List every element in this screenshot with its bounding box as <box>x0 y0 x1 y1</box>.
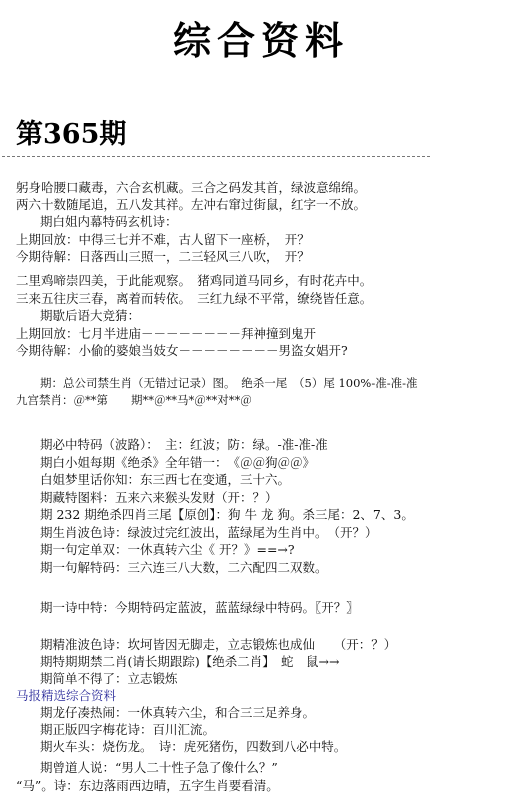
text-line: 期龙仔凑热闹：一休真转六尘，和合三三足养身。 <box>40 705 316 720</box>
text-line: 今期待解：小偷的婆娘当妓女－－－－－－－－男盗女娼开? <box>16 343 348 358</box>
text-line: 期简单不得了：立志锻炼 <box>40 671 178 686</box>
text-line: 期：总公司禁生肖（无错过记录）图。 绝杀一尾 （5）尾 100%-准-准-准 <box>40 376 418 390</box>
divider <box>2 156 430 157</box>
text-line: 期必中特码（波路）： 主：红波；防：绿。-准-准-准 <box>40 437 328 452</box>
text-line: 白姐梦里话你知：东三西七在变通，三十六。 <box>40 472 291 487</box>
text-line: 期正版四字梅花诗：百川汇流。 <box>40 722 216 737</box>
text-line: “马”。诗：东边落雨西边晴，五字生肖要看清。 <box>16 778 279 793</box>
text-line: 期 232 期绝杀四肖三尾【原创】：狗 牛 龙 狗。杀三尾：2、7、3。 <box>40 507 414 522</box>
text-line: 三来五往庆三春，离着而转依。 三红九绿不平常，缭绕皆任意。 <box>16 291 373 306</box>
section-heading: 马报精选综合资料 <box>16 688 117 703</box>
issue-number: 第365期 <box>16 119 127 150</box>
text-line: 期精准波色诗：坎坷皆因无脚走，立志锻炼也成仙 （开：？） <box>40 637 397 652</box>
text-line: 期白姐内幕特码玄机诗： <box>40 214 178 229</box>
text-line: 期火车头：烧伤龙。 诗：虎死猪伤，四数到八必中特。 <box>40 739 347 754</box>
text-line: 上期回放：七月半进庙－－－－－－－－拜神撞到鬼开 <box>16 326 317 341</box>
text-line: 期藏特图料：五来六来猴头发财（开：？） <box>40 490 278 505</box>
text-line: 上期回放：中得三七并不难，古人留下一座桥， 开？ <box>16 232 310 247</box>
text-line: 两六十数随尾追，五八发其祥。左冲右窜过街鼠，红字一不放。 <box>16 197 367 212</box>
text-line: 期曾道人说：“男人二十性子急了像什么？” <box>40 760 278 775</box>
text-line: 期一句定单双：一休真转六尘《 开？》==→? <box>40 542 295 557</box>
text-line: 期白小姐每期《绝杀》全年错一： 《＠＠狗＠＠》 <box>40 455 316 470</box>
text-line: 期一诗中特：今期特码定蓝波，蓝蓝绿绿中特码。〖开？〗 <box>40 600 359 615</box>
text-line: 期生肖波色诗：绿波过完红波出，蓝绿尾为生肖中。 （开？） <box>40 525 378 540</box>
text-line: 九宫禁肖：＠**第 期**＠**马*＠**对**＠ <box>16 393 252 407</box>
page-title: 综合资料 <box>172 18 349 63</box>
text-line: 期特期期禁二肖(请长期跟踪)【绝杀二肖】 蛇 鼠→→ <box>40 654 340 669</box>
text-line: 二里鸡啼崇四美，于此能观察。 猪鸡同道马同乡，有时花卉中。 <box>16 273 373 288</box>
text-line: 期歇后语大竞猜： <box>40 308 141 323</box>
text-line: 躬身哈腰口藏毒，六合玄机藏。三合之码发其首，绿波意绵绵。 <box>16 180 367 195</box>
text-line: 今期待解：日落西山三照一，二三轻风三八吹， 开？ <box>16 249 310 264</box>
text-line: 期一句解特码：三六连三八大数，二六配四二双数。 <box>40 560 328 575</box>
